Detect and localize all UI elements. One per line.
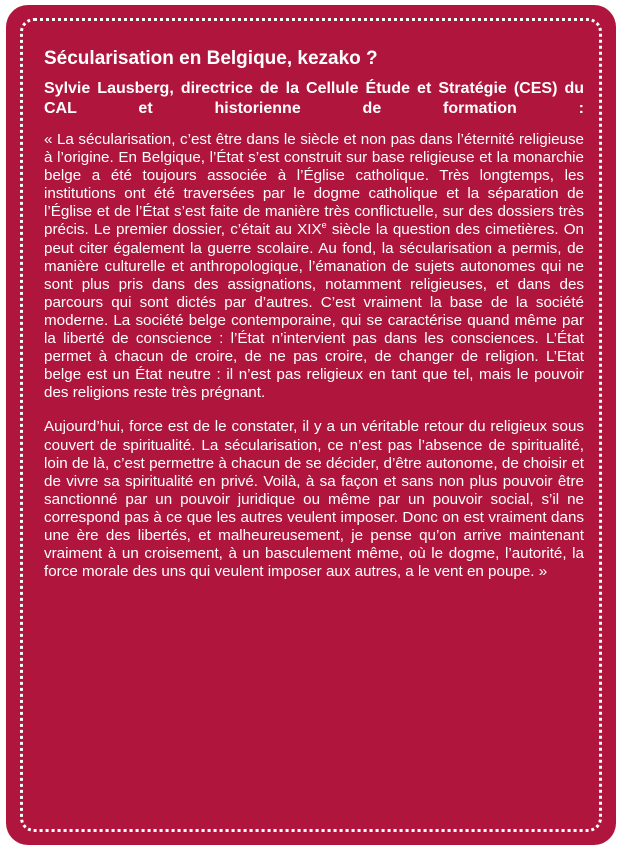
- century-superscript: e: [321, 220, 327, 231]
- paragraph-1: [44, 131, 584, 402]
- box-title: Sécularisation en Belgique, kezako ?: [44, 48, 378, 69]
- paragraph-2: Aujourd’hui, force est de le constater, il y a un véritable retour du religieux sous couvert de spiritualité. La sécularisation, ce n’est pas l’absence de spiritualité, loin de là, c’est permettre à chacun de se décider, d’être autonome, de choisir et de vivre sa spiritualité en privé. Voilà, à sa façon et sans non plus pouvoir être sanctionné par un pouvoir juridique ou même par un pouvoir social, s’il ne correspond pas à ce que les autres veulent imposer. Donc on est vraiment dans une ère des libertés, et malheureusement, je pense qu’on arrive maintenant vraiment à un croisement, à un basculement même, où le dogme, l’autorité, la force morale des uns qui veulent imposer aux autres, a le vent en poupe. »: [44, 418, 584, 581]
- info-box: [6, 5, 616, 845]
- paragraph-1-part-a: « La sécularisation, c’est être dans le siècle et non pas dans l’éternité religieuse à l’origine. En Belgique, l’État s’est construit sur base religieuse et la monarchie belge a été toujours associée à l’Église catholique. Très longtemps, les institutions ont été traversées par le dogme catholique et la séparation de l’Église et de l’État s’est faite de manière très conflictuelle, sur des dossiers très précis. Le premier dossier, c’était au XIX: [44, 131, 584, 239]
- paragraph-1-part-b: siècle la question des cimetières. On peut citer également la guerre scolaire. Au fond, la sécularisation a permis, de manière culturelle et anthropologique, l’émanation de sujets autonomes qui ne sont plus pris dans des assignations, notamment religieuses, et dans des parcours qui sont dictés par d’autres. C’est vraiment la base de la société moderne. La société belge contemporaine, qui se caractérise quand même par la liberté de conscience : l’État n’intervient pas dans les consciences. L’État permet à chacun de croire, de ne pas croire, de changer de religion. L’Etat belge est un État neutre : il n’est pas religieux en tant que tel, mais le pouvoir des religions reste très prégnant.: [44, 221, 585, 402]
- box-subtitle: Sylvie Lausberg, directrice de la Cellule Étude et Stratégie (CES) du CAL et historienne de formation :: [44, 80, 584, 117]
- info-box-content: [44, 47, 584, 597]
